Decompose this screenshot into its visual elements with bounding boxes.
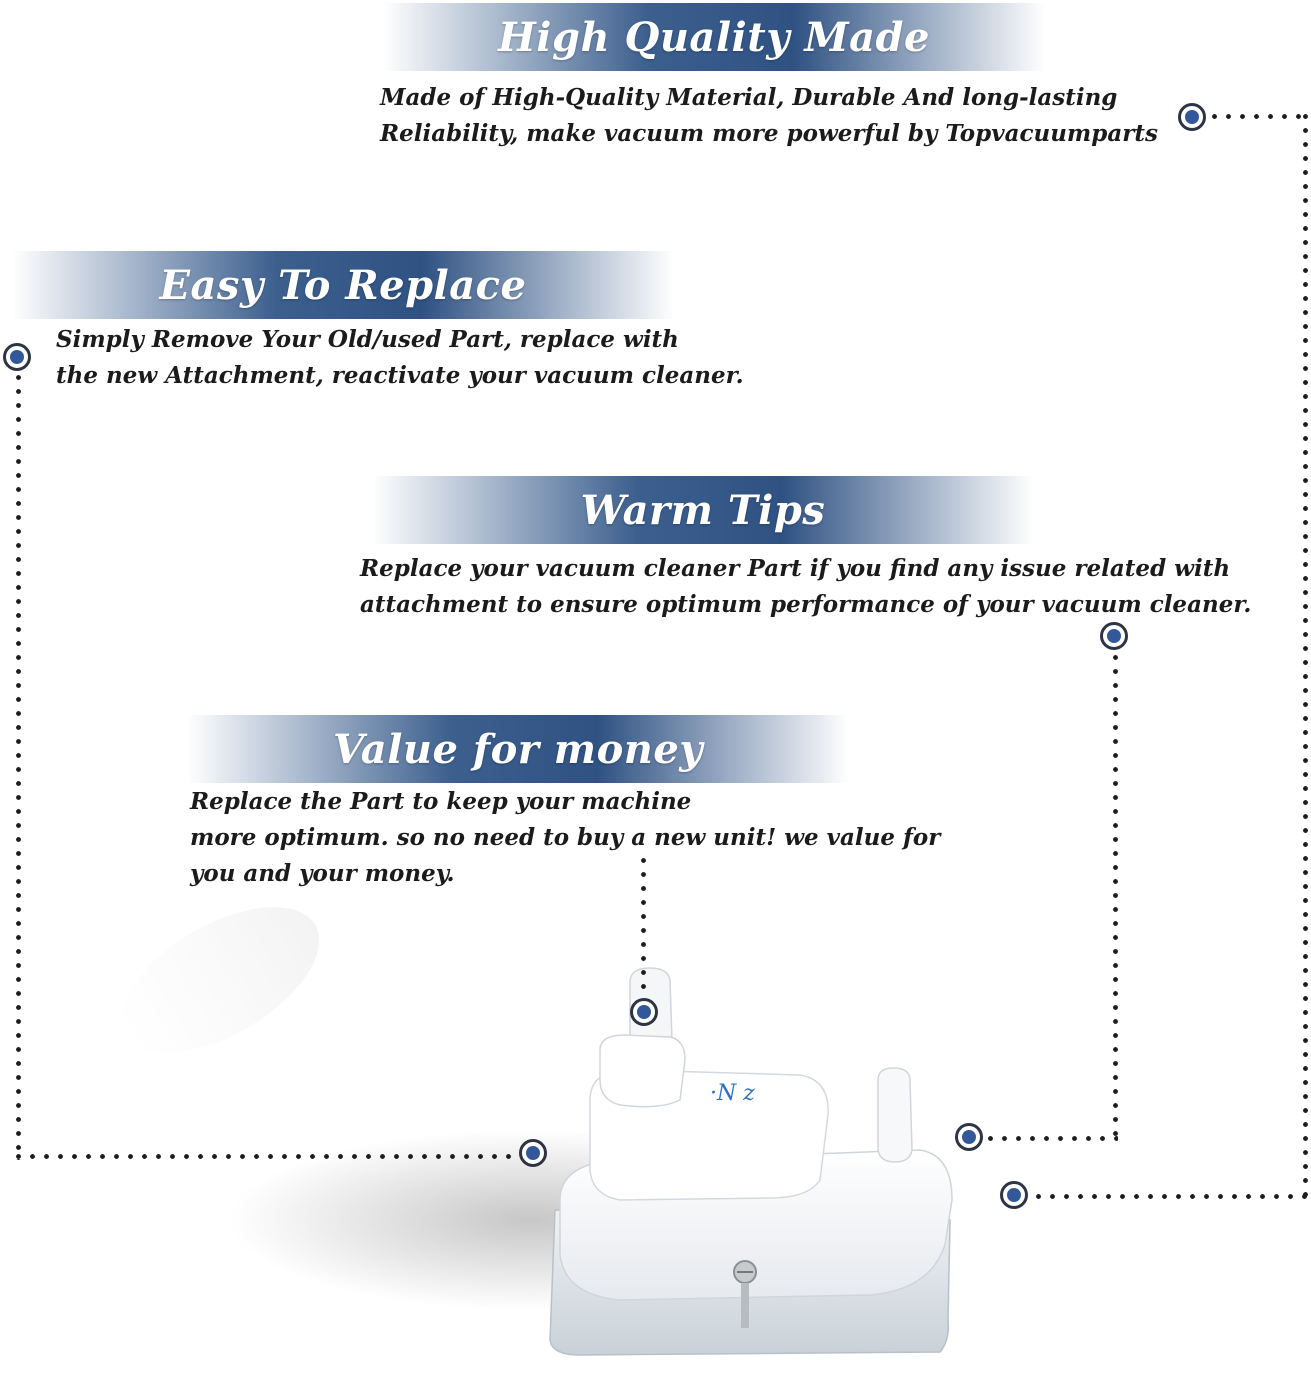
marker-dot [1007,1188,1021,1202]
product-image [60,900,1020,1370]
marker-value-money [630,998,658,1026]
desc-value-money [190,784,940,892]
title-value-money: Value for money [332,725,704,773]
pipe-right [878,1068,912,1162]
marker-warm-tips-end [955,1123,983,1151]
marker-dot [526,1146,540,1160]
banner-warm-tips [372,476,1034,544]
desc-line: you and your money. [190,860,455,887]
desc-line: attachment to ensure optimum performance of your vacuum cleaner. [360,591,1252,618]
desc-line: Reliability, make vacuum more powerful by Topvacuumparts [380,120,1158,147]
title-high-quality: High Quality Made [498,13,930,61]
banner-easy-replace [12,251,674,319]
desc-line: Replace your vacuum cleaner Part if you find any issue related with [360,555,1231,582]
connector-warm-tips-h [988,1136,1118,1141]
connector-high-quality-v [1303,114,1308,1200]
marker-dot [1185,110,1199,124]
desc-easy-replace [56,322,744,394]
marker-dot [1107,629,1121,643]
title-warm-tips: Warm Tips [580,486,826,534]
desc-line: Replace the Part to keep your machine [190,788,692,815]
product-marking: ·N z [710,1081,755,1106]
connector-warm-tips-v [1113,655,1118,1142]
desc-line: Made of High-Quality Material, Durable And long-lasting [380,84,1118,111]
marker-high-quality-end [1000,1181,1028,1209]
desc-warm-tips [360,551,1251,623]
pipe-connector [600,1035,685,1107]
ghost-shape [97,900,343,1083]
connector-high-quality-bottom [1036,1194,1308,1199]
banner-high-quality [383,3,1045,71]
banner-value-money [187,715,849,783]
desc-line: more optimum. so no need to buy a new unit! we value for [190,824,941,851]
connector-easy-replace-h [16,1154,516,1159]
marker-warm-tips [1100,622,1128,650]
marker-dot [10,350,24,364]
title-easy-replace: Easy To Replace [159,261,527,309]
marker-easy-replace [3,343,31,371]
desc-high-quality [380,80,1158,152]
marker-dot [637,1005,651,1019]
connector-value-money-v [641,858,646,998]
marker-high-quality [1178,103,1206,131]
desc-line: the new Attachment, reactivate your vacuum cleaner. [56,362,744,389]
marker-dot [962,1130,976,1144]
connector-high-quality-h [1212,114,1308,119]
screw-shaft [741,1283,749,1328]
marker-easy-replace-end [519,1139,547,1167]
desc-line: Simply Remove Your Old/used Part, replace with [56,326,679,353]
connector-easy-replace-v [16,375,21,1160]
